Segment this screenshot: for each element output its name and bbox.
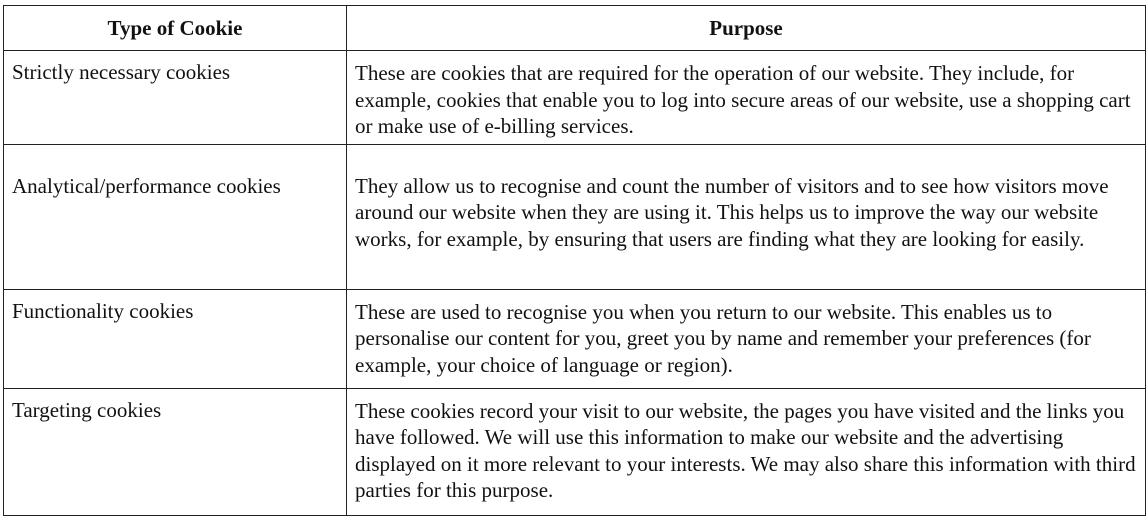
cookie-type-cell: Targeting cookies — [4, 388, 347, 515]
cookie-purpose-cell: These cookies record your visit to our website, the pages you have visited and the links you have followed. We will use this information to make our website and the advertising displayed on it more relevant to your interests. We may also share this information with third parties for this purpose. — [347, 388, 1146, 515]
header-purpose: Purpose — [347, 6, 1146, 51]
cookie-type-cell: Strictly necessary cookies — [4, 51, 347, 145]
header-type-of-cookie: Type of Cookie — [4, 6, 347, 51]
table-row — [4, 388, 1146, 515]
table-row — [4, 144, 1146, 289]
cookie-purpose-cell: These are cookies that are required for the operation of our website. They include, for example, cookies that enable you to log into secure areas of our website, use a shopping cart or make use of e-billing services. — [347, 51, 1146, 145]
table-header-row — [4, 6, 1146, 51]
cookie-type-cell: Functionality cookies — [4, 289, 347, 388]
cookie-type-cell: Analytical/performance cookies — [4, 144, 347, 289]
table-row — [4, 289, 1146, 388]
cookie-purpose-cell: They allow us to recognise and count the number of visitors and to see how visitors move around our website when they are using it. This helps us to improve the way our website works, for example, by ensuring that users are finding what they are looking for easily. — [347, 144, 1146, 289]
table-row — [4, 51, 1146, 145]
cookie-purpose-cell: These are used to recognise you when you return to our website. This enables us to personalise our content for you, greet you by name and remember your preferences (for example, your choice of language or region). — [347, 289, 1146, 388]
cookie-types-table — [3, 5, 1146, 516]
